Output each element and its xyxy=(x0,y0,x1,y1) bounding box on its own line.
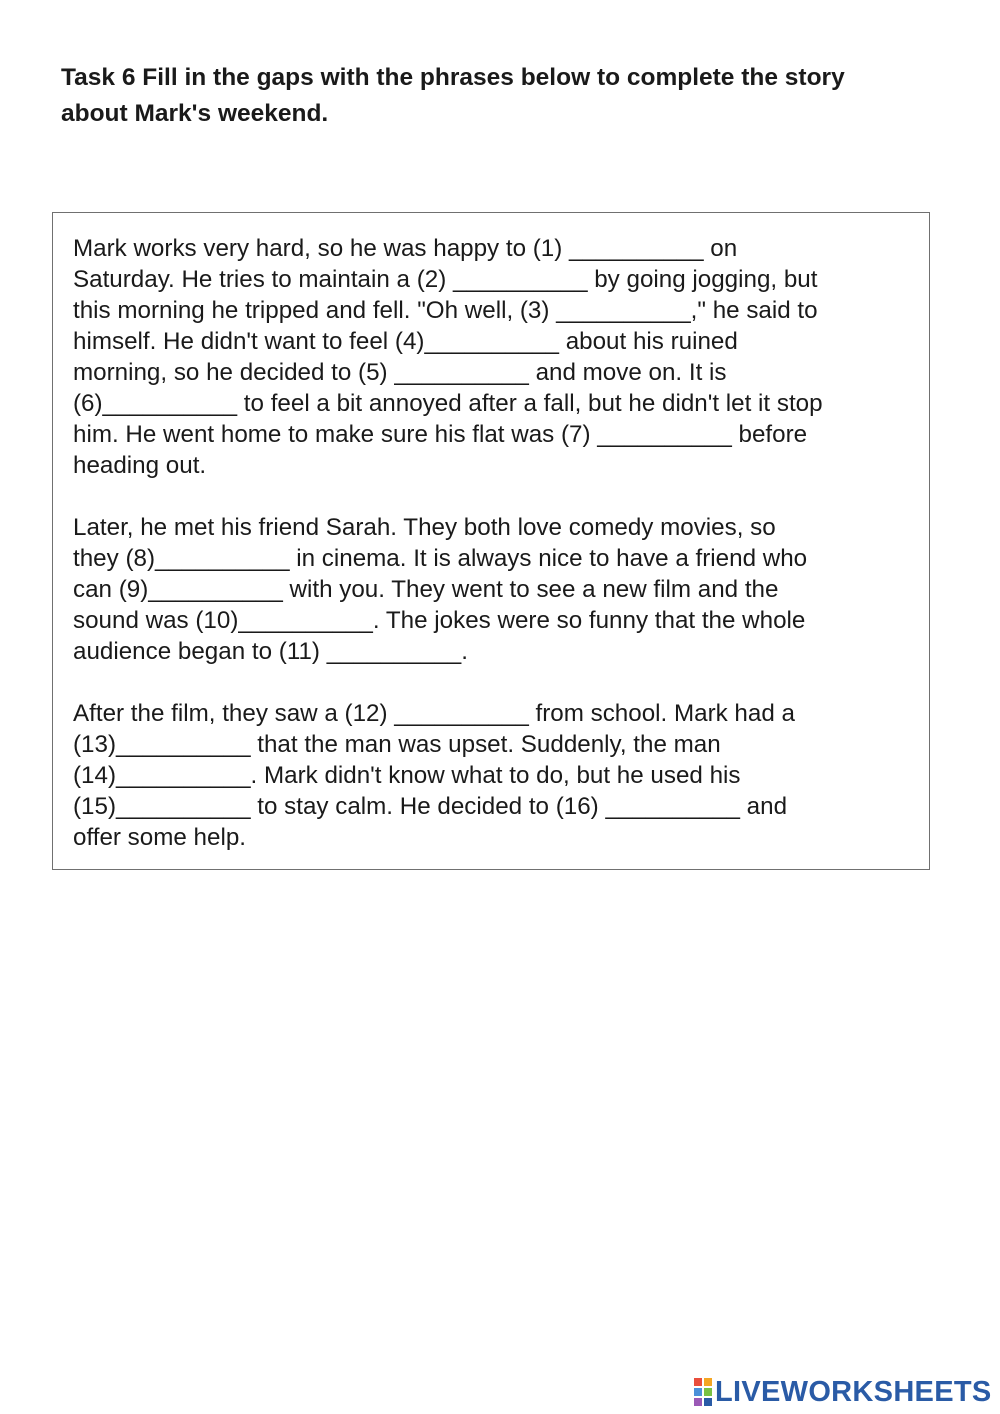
story-line: him. He went home to make sure his flat was (7) __________ before xyxy=(73,421,808,448)
story-line: can (9)__________ with you. They went to see a new film and the xyxy=(73,576,779,603)
story-line: Mark works very hard, so he was happy to (1) __________ on xyxy=(73,235,738,262)
story-line: audience began to (11) __________. xyxy=(73,638,468,665)
story-line: Saturday. He tries to maintain a (2) __________ by going jogging, but xyxy=(73,266,818,293)
story-line: heading out. xyxy=(73,452,207,479)
liveworksheets-logo-text: LIVEWORKSHEETS xyxy=(715,1376,992,1408)
story-line: (14)__________. Mark didn't know what to do, but he used his xyxy=(73,762,741,789)
liveworksheets-logo xyxy=(694,1376,992,1408)
story-line: (15)__________ to stay calm. He decided to (16) __________ and xyxy=(73,793,788,820)
paragraph-gap xyxy=(73,667,913,698)
paragraph-gap xyxy=(73,481,913,512)
story-line: After the film, they saw a (12) __________ from school. Mark had a xyxy=(73,700,795,727)
liveworksheets-logo-icon xyxy=(694,1378,712,1406)
task-title-line-1: Task 6 Fill in the gaps with the phrases below to complete the story xyxy=(61,64,845,91)
story-line: they (8)__________ in cinema. It is always nice to have a friend who xyxy=(73,545,808,572)
story-line: offer some help. xyxy=(73,824,246,851)
story-box xyxy=(52,212,930,870)
task-title xyxy=(61,60,951,132)
story-line: himself. He didn't want to feel (4)__________ about his ruined xyxy=(73,328,738,355)
story-line: this morning he tripped and fell. "Oh well, (3) __________," he said to xyxy=(73,297,818,324)
story-text xyxy=(73,233,913,853)
story-line: (13)__________ that the man was upset. Suddenly, the man xyxy=(73,731,721,758)
story-line: (6)__________ to feel a bit annoyed after a fall, but he didn't let it stop xyxy=(73,390,823,417)
story-line: Later, he met his friend Sarah. They both love comedy movies, so xyxy=(73,514,776,541)
story-line: sound was (10)__________. The jokes were so funny that the whole xyxy=(73,607,806,634)
story-line: morning, so he decided to (5) __________ and move on. It is xyxy=(73,359,727,386)
task-title-line-2: about Mark's weekend. xyxy=(61,100,329,127)
